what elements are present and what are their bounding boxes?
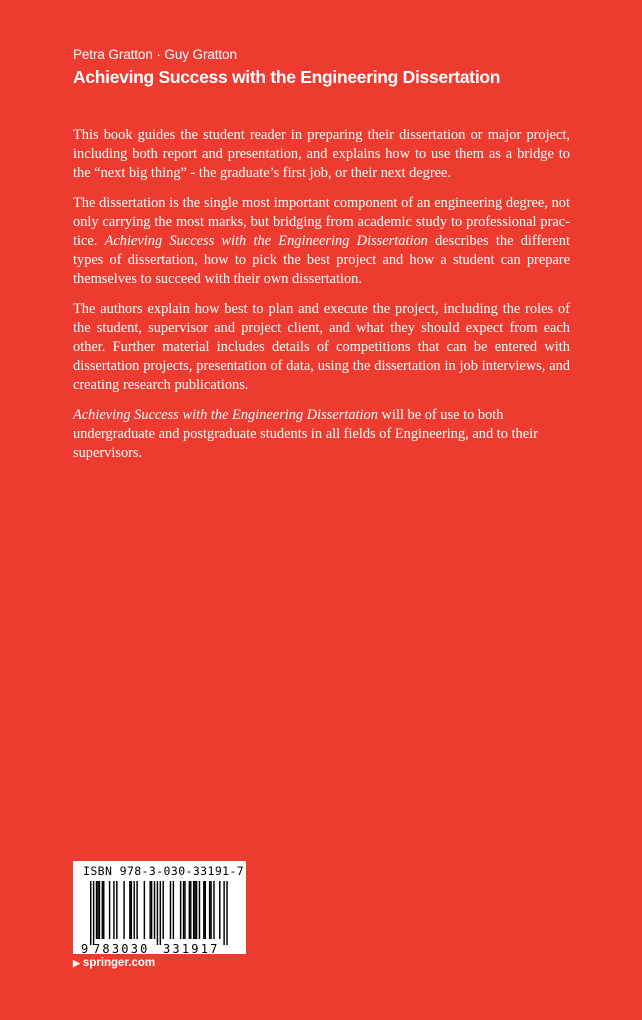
triangle-right-icon: ▶ [73,958,80,968]
blurb-paragraph-2 [73,194,570,290]
barcode-bar [180,881,181,939]
barcode-bar [149,881,150,939]
barcode-bar [190,881,191,939]
author-names: Petra Gratton · Guy Gratton [73,47,237,62]
barcode-bar [189,881,190,939]
publisher-url: springer.com [82,957,156,969]
barcode-bar [116,881,117,939]
barcode-digits-left: 783030 [93,942,150,955]
barcode-bar [213,881,214,939]
barcode-bar [113,881,114,939]
barcode-bar [193,881,194,939]
barcode-bar [223,881,224,945]
barcode-bar [183,881,184,939]
barcode-bar [151,881,152,939]
barcode-bar [199,881,200,939]
barcode-bar [205,881,206,939]
barcode-bar [134,881,135,939]
blurb-paragraph-3: The authors explain how best to plan and execute the project, including the roles of the student, supervisor and project client, and what they should expect from each other. Further material includes details of competitions that can be entered with dissertation projects, presentation of data, using the dissertation in job interviews, and creating research publications. [73,300,570,394]
barcode-bar [109,881,110,939]
blurb-paragraph-4-book-title: Achieving Success with the Engineering Dissertation [73,406,378,423]
barcode-bar [129,881,130,939]
barcode-bar [96,881,97,939]
barcode-bar [131,881,132,939]
blurb-paragraph-1: This book guides the student reader in preparing their dissertation or major project, including both report and presentation, and explains how to use them as a bridge to the “next big thing” - the graduate’s first job, or their next degree. [73,127,570,182]
barcode-bar [160,881,161,945]
barcode-bar [184,881,185,939]
barcode-bar [157,881,158,945]
barcode-bar [203,881,204,939]
barcode-digit-first: 9 [81,942,89,955]
blurb-paragraph-4 [73,406,570,464]
barcode-bar [173,881,174,939]
barcode-bars [90,881,228,945]
barcode-bar [136,881,137,939]
barcode-bar [123,881,124,939]
barcode-bar [90,881,91,945]
blurb-paragraph-2-text-b: describes the different types of dissertation, how to pick the best project and how a student can prepare themselves to succeed with their own dissertation. [73,233,570,288]
barcode-bar [144,881,145,939]
blurb-paragraph-2-text-a: The dissertation is the single most important component of an engineering degree, not only carrying the most marks, but bridging from academic study to professional practice. [73,194,570,250]
blurb-paragraph-2-book-title: Achieving Success with the Engineering Dissertation [104,233,428,250]
isbn-barcode [73,861,246,954]
barcode-digits-right: 331917 [163,942,220,955]
barcode-bar [210,881,211,939]
barcode-bar [97,881,98,939]
barcode-bar [194,881,195,939]
barcode-bar [103,881,104,939]
barcode-bar [154,881,155,939]
blurb-paragraph-4-text: will be of use to both undergraduate and postgraduate students in all fields of Engineering, and to their supervisors. [73,406,538,462]
barcode-bar [226,881,227,945]
barcode-bar [102,881,103,939]
isbn-label: ISBN 978-3-030-33191-7 [83,864,245,878]
barcode-bar [209,881,210,939]
barcode-bar [163,881,164,939]
barcode-image [79,881,240,955]
publisher-link [73,957,155,969]
barcode-bar [99,881,100,939]
barcode-bar [196,881,197,939]
barcode-bar [219,881,220,939]
book-title: Achieving Success with the Engineering Dissertation [73,67,501,87]
barcode-bar [170,881,171,939]
blurb [73,126,570,473]
barcode-bar [93,881,94,945]
